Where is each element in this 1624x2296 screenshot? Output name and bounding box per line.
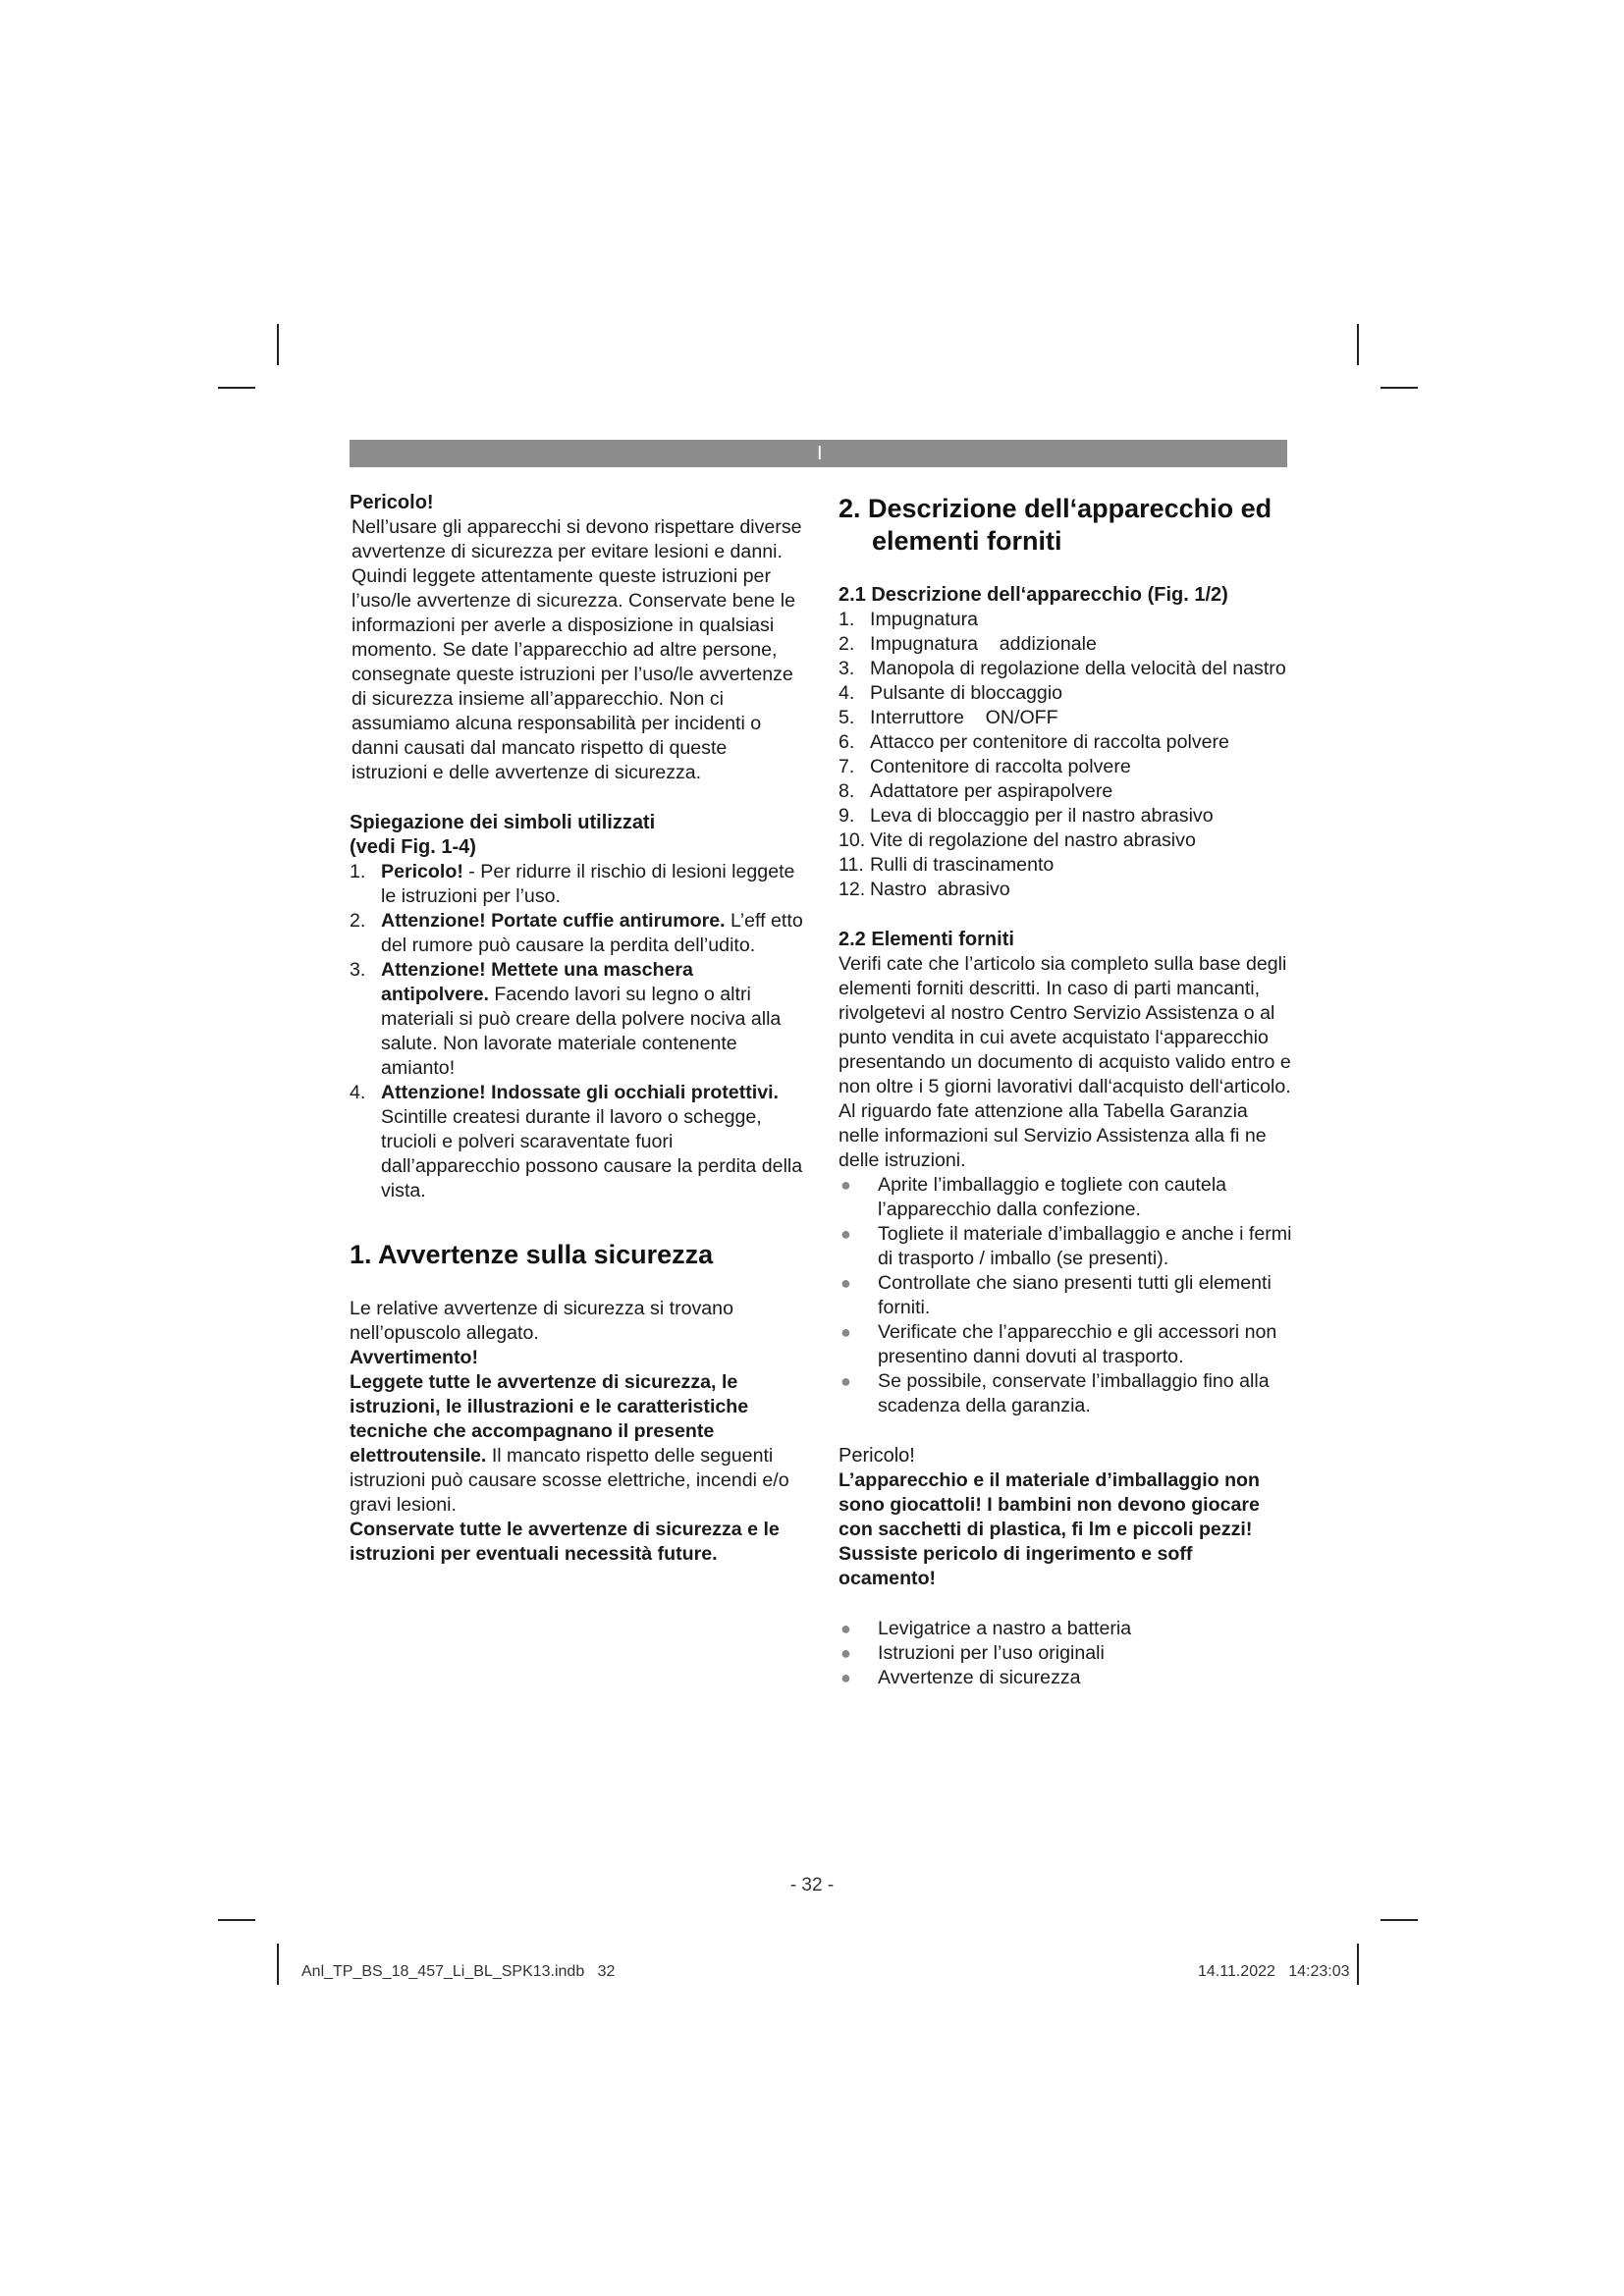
part-label: Rulli di trascinamento xyxy=(870,854,1055,876)
list-item xyxy=(839,1641,1292,1666)
file-name: Anl_TP_BS_18_457_Li_BL_SPK13.indb 32 xyxy=(301,1963,616,1980)
item-text: - Per ridurre il rischio di lesioni leggete le istruzioni per l’uso. xyxy=(381,861,795,907)
item-number: 4. xyxy=(350,1082,366,1103)
left-column xyxy=(350,491,803,1567)
list-item xyxy=(839,755,1292,779)
crop-mark xyxy=(1380,387,1418,389)
section-2-1-title: 2.1 Descrizione dell‘apparecchio (Fig. 1/2) xyxy=(839,584,1228,606)
item-number: 1. xyxy=(839,609,855,630)
list-item xyxy=(839,730,1292,755)
symbols-heading: Spiegazione dei simboli utilizzati xyxy=(350,812,656,833)
crop-mark xyxy=(218,387,255,389)
bullet-icon: ● xyxy=(840,1322,851,1342)
list-item xyxy=(839,1666,1292,1690)
step-text: Se possibile, conservate l’imballaggio fino alla scadenza della garanzia. xyxy=(878,1370,1270,1416)
part-label: Interruttore ON/OFF xyxy=(870,707,1058,728)
part-label: Leva di bloccaggio per il nastro abrasivo xyxy=(870,805,1214,827)
item-number: 11. xyxy=(839,854,864,876)
item-bold: Attenzione! Portate cuffie antirumore. xyxy=(381,910,726,932)
item-number: 2. xyxy=(839,633,855,655)
list-item xyxy=(350,1081,803,1203)
section-2-2-text: Verifi cate che l’articolo sia completo sulla base degli elementi forniti descritti. In caso di parti mancanti, rivolgetevi al nostro Centro Servizio Assistenza o al punto vendita in cui avete acquistato l‘apparecchio presentando un documento di acquisto valido entro e non oltre i 5 giorni lavorativi dall‘acquisto dell‘articolo. Al riguardo fate attenzione alla Tabella Garanzia nelle informazioni sul Servizio Assistenza alla fi ne delle istruzioni. xyxy=(839,953,1291,1171)
item-bold: Attenzione! Mettete una maschera antipolvere. xyxy=(381,959,693,1005)
list-item xyxy=(839,1222,1292,1271)
delivered-items-list xyxy=(839,1617,1292,1690)
part-label: Pulsante di bloccaggio xyxy=(870,682,1063,704)
list-item xyxy=(839,657,1292,681)
print-date-time: 14.11.2022 14:23:03 xyxy=(1198,1963,1350,1980)
list-item xyxy=(839,1369,1292,1418)
item-number: 3. xyxy=(350,959,366,981)
part-label: Manopola di regolazione della velocità del nastro xyxy=(870,658,1286,679)
unpacking-steps-list xyxy=(839,1173,1292,1418)
list-item xyxy=(839,681,1292,706)
bullet-icon: ● xyxy=(840,1643,851,1663)
crop-mark xyxy=(1357,1944,1359,1985)
page-number: - 32 - xyxy=(789,1875,835,1896)
crop-mark xyxy=(277,324,279,365)
list-item xyxy=(839,853,1292,878)
item-number: 6. xyxy=(839,731,855,753)
part-label: Impugnatura xyxy=(870,609,979,630)
item-number: 5. xyxy=(839,707,855,728)
symbols-heading-ref: (vedi Fig. 1-4) xyxy=(350,836,476,858)
item-bold: Attenzione! Indossate gli occhiali protettivi. xyxy=(381,1082,779,1103)
warning-heading: Avvertimento! xyxy=(350,1347,479,1368)
warning-text: Il mancato rispetto delle seguenti istruzioni può causare scosse elettriche, incendi e/o gravi lesioni. xyxy=(350,1445,789,1516)
item-number: 12. xyxy=(839,879,866,900)
danger-paragraph: Nell’usare gli apparecchi si devono rispettare diverse avvertenze di sicurezza per evitare lesioni e danni. Quindi leggete attentamente queste istruzioni per l’uso/le avvertenze di sicurezza. Conservate bene le informazioni per averle a disposizione in qualsiasi momento. Se date l’apparecchio ad altre persone, consegnate queste istruzioni per l’uso/le avvertenze di sicurezza insieme all’apparecchio. Non ci assumiamo alcuna responsabilità per incidenti o danni causati dal mancato rispetto di queste istruzioni e delle avvertenze di sicurezza. xyxy=(352,516,802,783)
item-bold: Pericolo! xyxy=(381,861,463,882)
item-text: Scintille createsi durante il lavoro o schegge, trucioli e polveri scaraventate fuori dall’apparecchio possono causare la perdita della vista. xyxy=(381,1106,803,1201)
bullet-icon: ● xyxy=(840,1371,851,1391)
section-2-2-title: 2.2 Elementi forniti xyxy=(839,929,1014,950)
danger-heading: Pericolo! xyxy=(839,1445,915,1467)
item-number: 7. xyxy=(839,756,855,777)
crop-mark xyxy=(218,1919,255,1921)
delivered-item: Avvertenze di sicurezza xyxy=(878,1667,1081,1688)
item-number: 10. xyxy=(839,829,866,851)
step-text: Controllate che siano presenti tutti gli elementi forniti. xyxy=(878,1272,1272,1318)
keep-instructions: Conservate tutte le avvertenze di sicurezza e le istruzioni per eventuali necessità future. xyxy=(350,1519,780,1565)
step-text: Verificate che l’apparecchio e gli accessori non presentino danni dovuti al trasporto. xyxy=(878,1321,1277,1367)
bullet-icon: ● xyxy=(840,1619,851,1638)
delivered-item: Istruzioni per l’uso originali xyxy=(878,1642,1105,1664)
list-item xyxy=(350,909,803,958)
section-1-text: Le relative avvertenze di sicurezza si trovano nell’opuscolo allegato. xyxy=(350,1298,733,1344)
item-number: 9. xyxy=(839,805,855,827)
parts-list xyxy=(839,608,1292,902)
language-header-bar xyxy=(350,440,1287,467)
danger-warning: L’apparecchio e il materiale d’imballaggio non sono giocattoli! I bambini non devono giocare con sacchetti di plastica, fi lm e piccoli pezzi! Sussiste pericolo di ingerimento e soff ocamento! xyxy=(839,1469,1260,1589)
warning-bold: Leggete tutte le avvertenze di sicurezza, le istruzioni, le illustrazioni e le caratteristiche tecniche che accompagnano il presente elettroutensile. xyxy=(350,1371,749,1467)
part-label: Nastro abrasivo xyxy=(870,879,1010,900)
part-label: Impugnatura addizionale xyxy=(870,633,1097,655)
item-number: 1. xyxy=(350,861,366,882)
delivered-item: Levigatrice a nastro a batteria xyxy=(878,1618,1132,1639)
list-item xyxy=(839,1617,1292,1641)
part-label: Adattatore per aspirapolvere xyxy=(870,780,1113,802)
list-item xyxy=(839,779,1292,804)
item-number: 2. xyxy=(350,910,366,932)
part-label: Vite di regolazione del nastro abrasivo xyxy=(870,829,1196,851)
warning-paragraph xyxy=(350,1370,803,1518)
step-text: Aprite l’imballaggio e togliete con cautela l’apparecchio dalla confezione. xyxy=(878,1174,1227,1220)
bullet-icon: ● xyxy=(840,1273,851,1293)
list-item xyxy=(839,804,1292,828)
step-text: Togliete il materiale d’imballaggio e anche i fermi di trasporto / imballo (se presenti). xyxy=(878,1223,1292,1269)
list-item xyxy=(839,1173,1292,1222)
language-code: I xyxy=(817,443,823,464)
right-column xyxy=(839,491,1292,1690)
list-item xyxy=(839,878,1292,902)
item-text: Facendo lavori su legno o altri materiali si può creare della polvere nociva alla salute. Non lavorate materiale contenente amianto! xyxy=(381,984,782,1079)
bullet-icon: ● xyxy=(840,1175,851,1195)
bullet-icon: ● xyxy=(840,1668,851,1687)
crop-mark xyxy=(1380,1919,1418,1921)
section-1-title: 1. Avvertenze sulla sicurezza xyxy=(350,1240,714,1269)
bullet-icon: ● xyxy=(840,1224,851,1244)
list-item xyxy=(350,860,803,909)
list-item xyxy=(839,706,1292,730)
crop-mark xyxy=(1357,324,1359,365)
list-item xyxy=(839,632,1292,657)
part-label: Contenitore di raccolta polvere xyxy=(870,756,1131,777)
item-number: 3. xyxy=(839,658,855,679)
item-number: 8. xyxy=(839,780,855,802)
item-number: 4. xyxy=(839,682,855,704)
list-item xyxy=(839,1320,1292,1369)
list-item xyxy=(839,1271,1292,1320)
crop-mark xyxy=(277,1944,279,1985)
list-item xyxy=(350,958,803,1081)
list-item xyxy=(839,828,1292,853)
part-label: Attacco per contenitore di raccolta polvere xyxy=(870,731,1229,753)
symbols-list xyxy=(350,860,803,1203)
list-item xyxy=(839,608,1292,632)
item-text: L’eff etto del rumore può causare la perdita dell’udito. xyxy=(381,910,803,956)
danger-heading: Pericolo! xyxy=(350,492,434,513)
section-2-title: 2. Descrizione dell‘apparecchio ed elementi forniti xyxy=(839,494,1272,556)
